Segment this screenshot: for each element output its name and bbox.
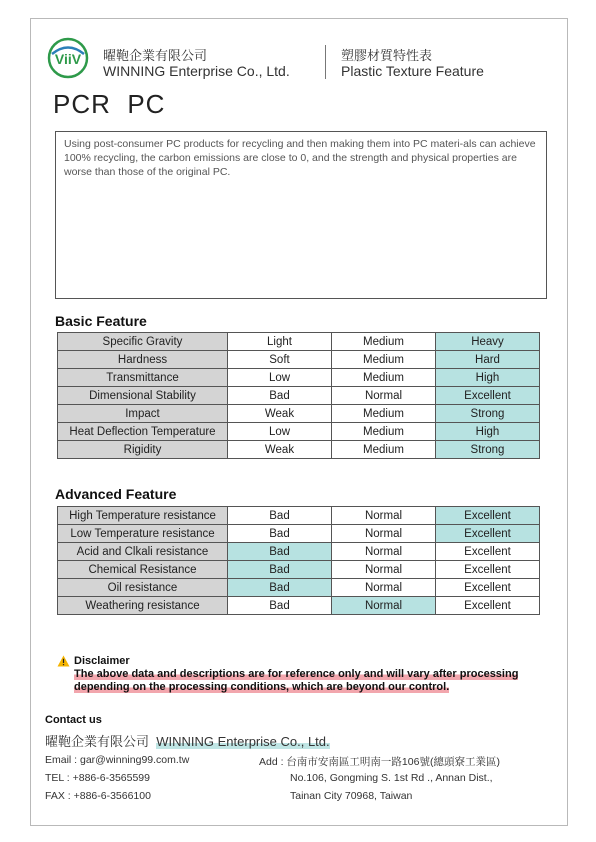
feature-option: Soft [228, 351, 332, 369]
feature-option: Normal [332, 543, 436, 561]
feature-label: Rigidity [58, 441, 228, 459]
disclaimer-title: Disclaimer [74, 655, 130, 667]
basic-feature-table [57, 332, 540, 459]
feature-option-selected: Excellent [436, 525, 540, 543]
company-name-en: WINNING Enterprise Co., Ltd. [103, 63, 290, 79]
feature-option-selected: Bad [228, 579, 332, 597]
feature-label: Heat Deflection Temperature [58, 423, 228, 441]
feature-option: Weak [228, 441, 332, 459]
feature-option: Normal [332, 507, 436, 525]
feature-option: Bad [228, 387, 332, 405]
feature-option-selected: High [436, 369, 540, 387]
advanced-feature-row [58, 543, 540, 561]
feature-option-selected: Normal [332, 597, 436, 615]
document-title-zh: 塑膠材質特性表 [341, 48, 433, 63]
advanced-feature-table [57, 506, 540, 615]
feature-option: Normal [332, 561, 436, 579]
basic-feature-row [58, 369, 540, 387]
basic-feature-row [58, 351, 540, 369]
basic-feature-row [58, 423, 540, 441]
feature-label: Acid and Clkali resistance [58, 543, 228, 561]
advanced-feature-row [58, 597, 540, 615]
contact-tel: TEL : +886-6-3565599 [45, 772, 150, 784]
contact-title: Contact us [45, 714, 102, 726]
contact-company [45, 731, 330, 750]
contact-company-en: WINNING Enterprise Co., Ltd. [156, 734, 330, 749]
feature-option: Low [228, 423, 332, 441]
feature-label: Impact [58, 405, 228, 423]
feature-option: Excellent [436, 561, 540, 579]
feature-option: Light [228, 333, 332, 351]
feature-label: Dimensional Stability [58, 387, 228, 405]
feature-label: High Temperature resistance [58, 507, 228, 525]
feature-option-selected: Heavy [436, 333, 540, 351]
basic-feature-row [58, 333, 540, 351]
description-text: Using post-consumer PC products for recycling and then making them into PC materi-als can achieve 100% recycling, the carbon emissions are close to 0, and the strength and physical properties are worse than those of the original PC. [64, 138, 536, 178]
feature-option: Bad [228, 507, 332, 525]
feature-option-selected: Bad [228, 543, 332, 561]
basic-feature-row [58, 441, 540, 459]
contact-email: Email : gar@winning99.com.tw [45, 754, 190, 766]
feature-option-selected: Excellent [436, 387, 540, 405]
feature-label: Specific Gravity [58, 333, 228, 351]
feature-option-selected: High [436, 423, 540, 441]
advanced-feature-row [58, 561, 540, 579]
feature-option-selected: Strong [436, 441, 540, 459]
basic-feature-row [58, 387, 540, 405]
contact-address-zh: Add : 台南市安南區工明南一路106號(總頭寮工業區) [259, 756, 500, 768]
disclaimer-text: The above data and descriptions are for reference only and will vary after processing depending on the processing conditions, which are beyond our control. [74, 668, 519, 693]
feature-option: Normal [332, 387, 436, 405]
feature-option: Excellent [436, 597, 540, 615]
contact-fax: FAX : +886-6-3566100 [45, 790, 151, 802]
company-logo-icon [47, 37, 89, 79]
feature-option-selected: Excellent [436, 507, 540, 525]
basic-feature-title: Basic Feature [55, 313, 147, 329]
feature-option: Weak [228, 405, 332, 423]
basic-feature-row [58, 405, 540, 423]
feature-label: Low Temperature resistance [58, 525, 228, 543]
material-title: PCR PC [53, 89, 166, 119]
feature-option: Excellent [436, 579, 540, 597]
feature-option-selected: Hard [436, 351, 540, 369]
header-divider [325, 45, 326, 79]
feature-option: Medium [332, 441, 436, 459]
feature-label: Chemical Resistance [58, 561, 228, 579]
advanced-feature-row [58, 507, 540, 525]
feature-option: Medium [332, 369, 436, 387]
feature-option: Bad [228, 525, 332, 543]
feature-label: Weathering resistance [58, 597, 228, 615]
contact-address-en-line1: No.106, Gongming S. 1st Rd ., Annan Dist., [290, 772, 493, 784]
advanced-feature-row [58, 525, 540, 543]
description-box [55, 131, 547, 299]
datasheet-page [30, 18, 568, 826]
feature-option-selected: Strong [436, 405, 540, 423]
contact-address-en-line2: Tainan City 70968, Taiwan [290, 790, 413, 802]
contact-company-zh: 曜鞄企業有限公司 [45, 734, 150, 749]
feature-option: Low [228, 369, 332, 387]
feature-option: Medium [332, 333, 436, 351]
feature-option-selected: Bad [228, 561, 332, 579]
company-name-zh: 曜鞄企業有限公司 [103, 48, 208, 63]
feature-label: Oil resistance [58, 579, 228, 597]
document-title-en: Plastic Texture Feature [341, 63, 484, 79]
feature-option: Excellent [436, 543, 540, 561]
svg-text:ViiV: ViiV [54, 51, 82, 67]
header [47, 31, 557, 83]
advanced-feature-row [58, 579, 540, 597]
feature-option: Bad [228, 597, 332, 615]
feature-option: Medium [332, 405, 436, 423]
feature-option: Medium [332, 351, 436, 369]
warning-icon [57, 655, 70, 667]
feature-option: Normal [332, 579, 436, 597]
feature-label: Transmittance [58, 369, 228, 387]
advanced-feature-title: Advanced Feature [55, 486, 177, 502]
feature-option: Medium [332, 423, 436, 441]
feature-label: Hardness [58, 351, 228, 369]
feature-option: Normal [332, 525, 436, 543]
